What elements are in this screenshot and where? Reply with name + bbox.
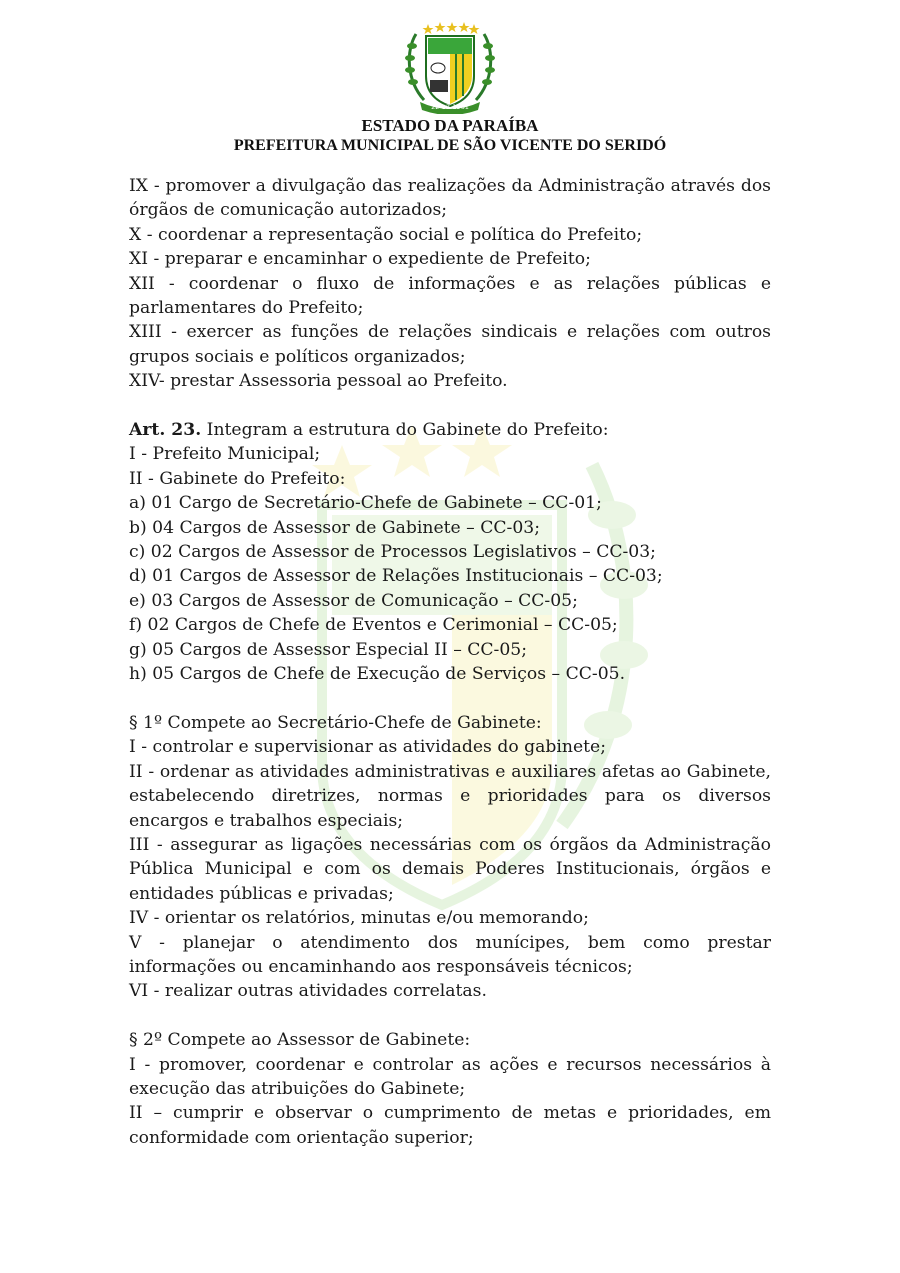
art-23-line: I - Prefeito Municipal; [129, 444, 321, 465]
paragraph-2-heading: § 2º Compete ao Assessor de Gabinete: [129, 1030, 471, 1051]
art-23-line: II - Gabinete do Prefeito: [129, 468, 346, 489]
paragraph-2-item: I - promover, coordenar e controlar as ações e recursos necessários à execução das atribuições do Gabinete; [129, 1054, 771, 1099]
art-23-line: h) 05 Cargos de Chefe de Execução de Serviços – CC-05. [129, 664, 626, 685]
paragraph-1-heading: § 1º Compete ao Secretário-Chefe de Gabinete: [129, 712, 542, 733]
municipality-title: PREFEITURA MUNICIPAL DE SÃO VICENTE DO SERIDÓ [233, 137, 667, 154]
art-23-heading [129, 418, 771, 442]
state-title: ESTADO DA PARAÍBA [361, 116, 539, 135]
art-23-label: Art. 23. [129, 420, 202, 441]
crest-date: 22-12-1961 [431, 103, 469, 111]
paragraph-1-item: IV - orientar os relatórios, minutas e/ou memorando; [129, 908, 589, 929]
art-23-line: e) 03 Cargos de Assessor de Comunicação – CC-05; [129, 590, 578, 611]
art-23-line: f) 02 Cargos de Chefe de Eventos e Cerimonial – CC-05; [129, 615, 618, 636]
art-23-line: d) 01 Cargos de Assessor de Relações Institucionais – CC-03; [129, 566, 663, 587]
item-x: X - coordenar a representação social e política do Prefeito; [129, 224, 643, 245]
item-xiii: XIII - exercer as funções de relações sindicais e relações com outros grupos sociais e políticos organizados; [129, 322, 771, 367]
paragraph-1-item: I - controlar e supervisionar as atividades do gabinete; [129, 737, 607, 758]
paragraph-2-item: II – cumprir e observar o cumprimento de metas e prioridades, em conformidade com orientação superior; [129, 1103, 771, 1148]
item-xiv: XIV- prestar Assessoria pessoal ao Prefeito. [129, 371, 508, 392]
document-body [129, 174, 771, 1150]
art-23-text: Integram a estrutura do Gabinete do Prefeito: [201, 420, 609, 441]
item-xi: XI - preparar e encaminhar o expediente de Prefeito; [129, 249, 591, 270]
art-23-line: g) 05 Cargos de Assessor Especial II – CC-05; [129, 639, 528, 660]
art-23-line: c) 02 Cargos de Assessor de Processos Legislativos – CC-03; [129, 542, 656, 563]
art-23-line: b) 04 Cargos de Assessor de Gabinete – CC-03; [129, 517, 541, 538]
item-ix: IX - promover a divulgação das realizações da Administração através dos órgãos de comunicação autorizados; [129, 176, 771, 221]
municipal-crest-logo [398, 20, 502, 114]
paragraph-1-item: III - assegurar as ligações necessárias com os órgãos da Administração Pública Municipal e com os demais Poderes Institucionais, órgãos e entidades públicas e privadas; [129, 834, 771, 904]
item-xii: XII - coordenar o fluxo de informações e as relações públicas e parlamentares do Prefeito; [129, 273, 771, 319]
paragraph-1-item: II - ordenar as atividades administrativas e auxiliares afetas ao Gabinete, estabelecendo diretrizes, normas e prioridades para os diversos encargos e trabalhos especiais; [129, 761, 771, 831]
paragraph-1-item: VI - realizar outras atividades correlatas. [129, 981, 487, 1002]
art-23-line: a) 01 Cargo de Secretário-Chefe de Gabinete – CC-01; [129, 493, 602, 514]
paragraph-1-item: V - planejar o atendimento dos munícipes, bem como prestar informações ou encaminhando aos responsáveis técnicos; [129, 932, 771, 977]
